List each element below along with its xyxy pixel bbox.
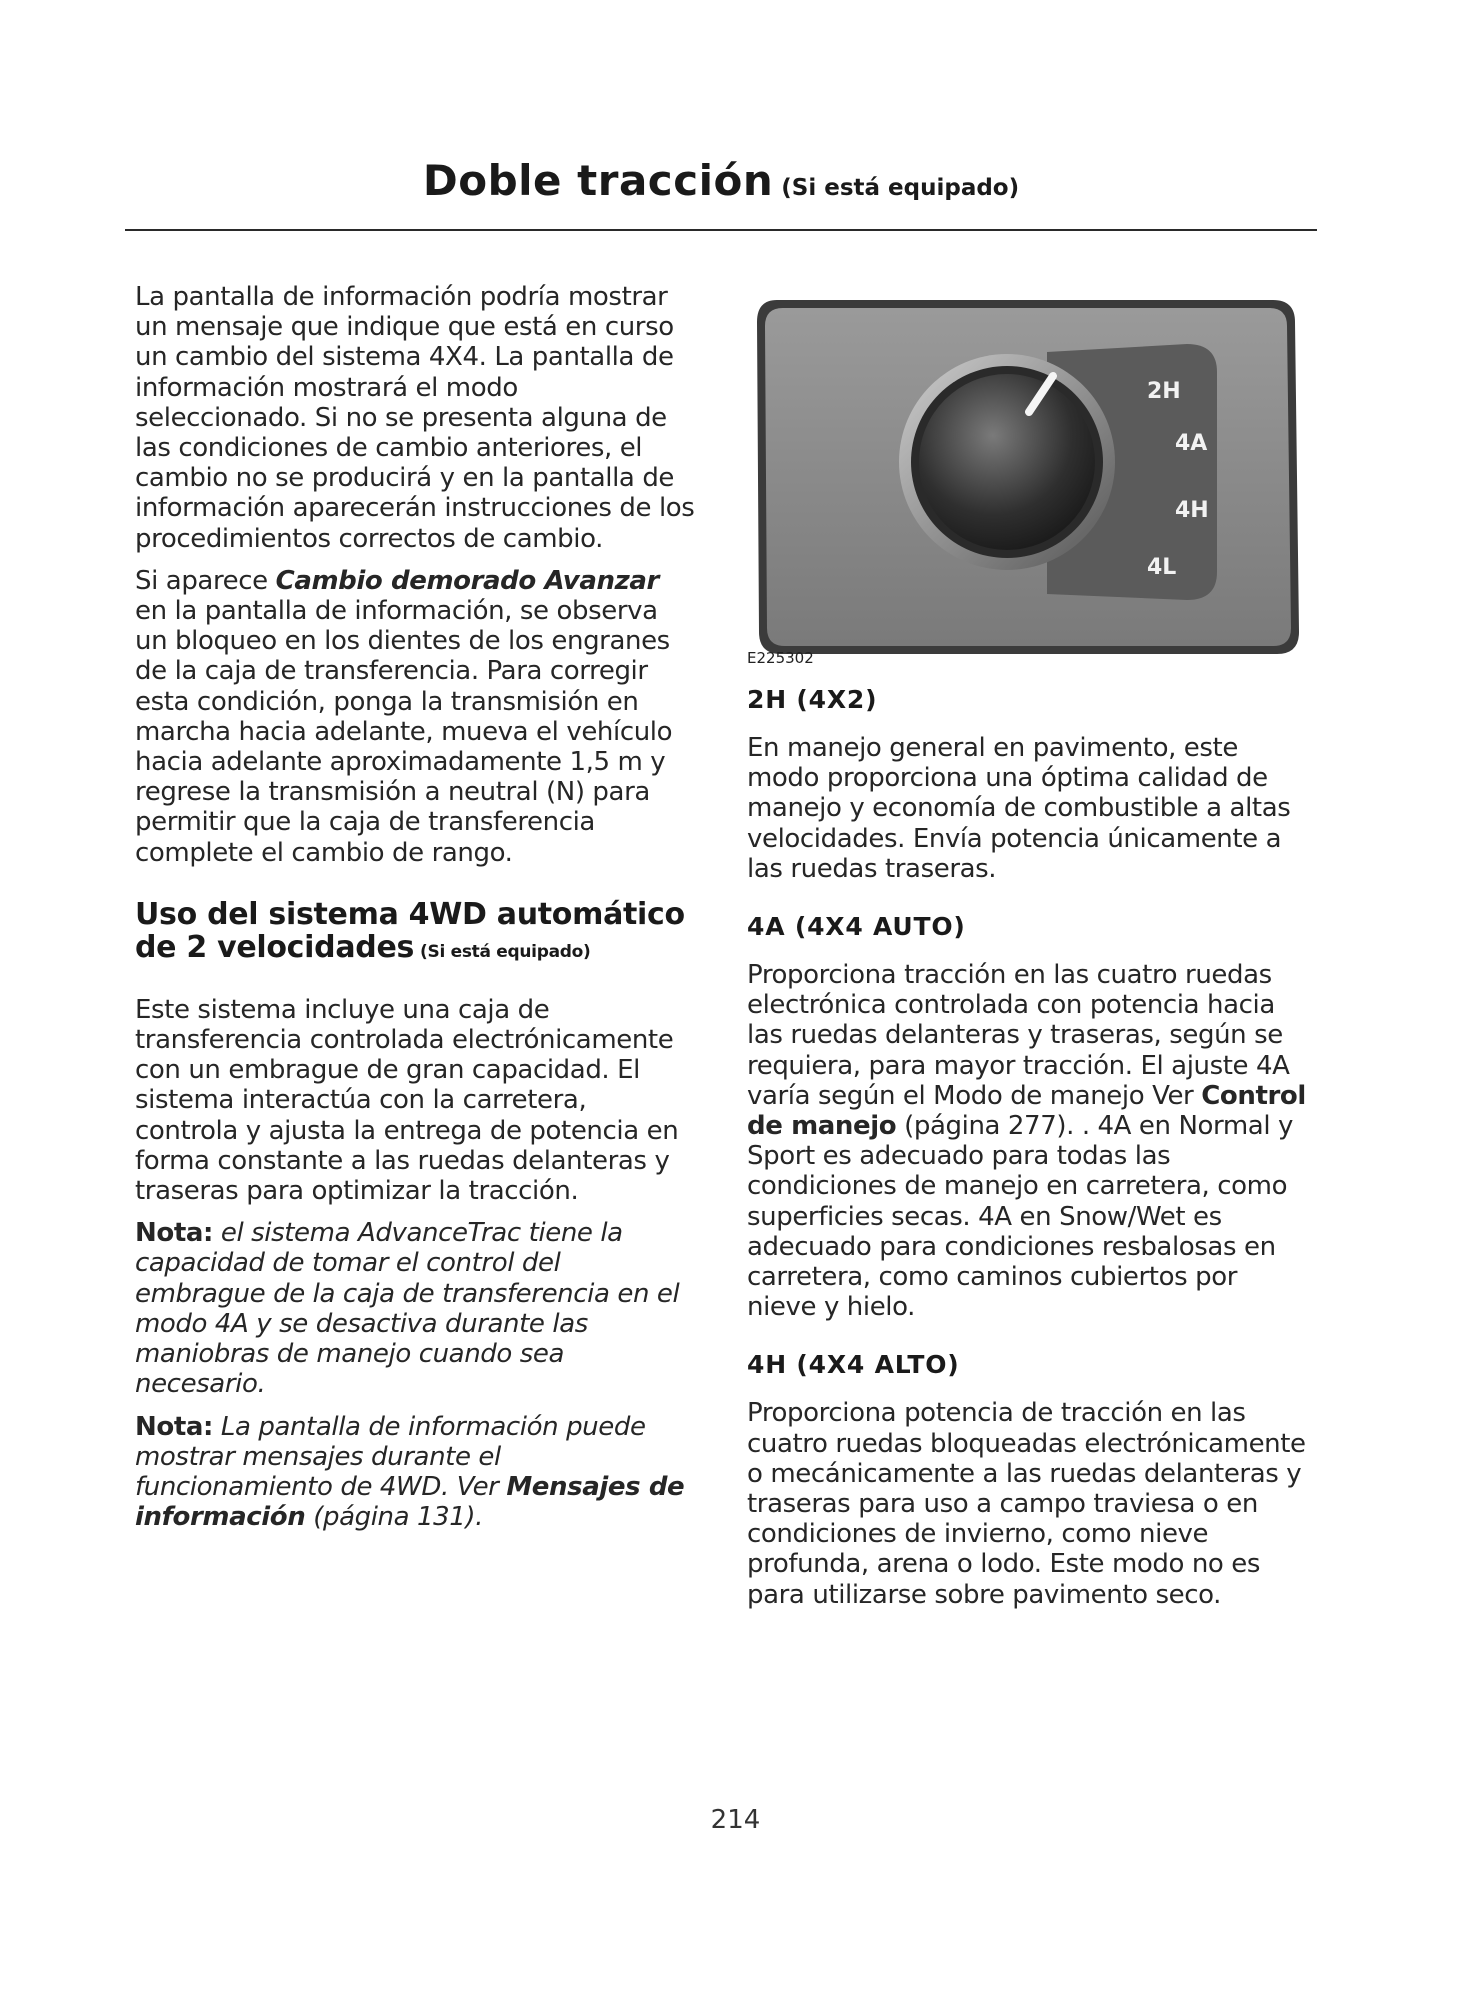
knob <box>919 374 1095 550</box>
paragraph-shift-messages: La pantalla de información podría mostrar un mensaje que indique que está en curso un cambio del sistema 4X4. La pantalla de información mostrará el modo seleccionado. Si no se presenta alguna de las condiciones de cambio anteriores, el cambio no se producirá y en la pantalla de información aparecerán instrucciones de los procedimientos correctos de cambio. <box>135 282 695 554</box>
note-advancetrac <box>135 1218 695 1399</box>
mode-label-4h: 4H <box>1175 498 1209 523</box>
left-column <box>135 282 695 1532</box>
cross-reference-page: (página 131). <box>305 1502 484 1533</box>
figure-code: E225302 <box>747 649 814 667</box>
paragraph-4a-start: Proporciona tracción en las cuatro ruedas electrónica controlada con potencia hacia las ruedas delanteras y traseras, según se requiera, para mayor tracción. El ajuste 4A varía según el Modo de manejo Ver <box>747 960 1290 1111</box>
paragraph-4a-end: (página 277). . 4A en Normal y Sport es adecuado para todas las condiciones de manejo en carretera, como superficies secas. 4A en Snow/Wet es adecuado para condiciones resbalosas en carretera, como caminos cubiertos por nieve y hielo. <box>747 1111 1293 1323</box>
note-label: Nota: <box>135 1411 213 1442</box>
mode-label-2h: 2H <box>1147 379 1181 404</box>
heading-4a: 4A (4X4 AUTO) <box>747 912 966 942</box>
note-info-display <box>135 1412 695 1533</box>
paragraph-4a <box>747 960 1312 1322</box>
paragraph-2h: En manejo general en pavimento, este modo proporciona una óptima calidad de manejo y economía de combustible a altas velocidades. Envía potencia únicamente a las ruedas traseras. <box>747 733 1291 884</box>
note-text: el sistema AdvanceTrac tiene la capacidad de tomar el control del embrague de la caja de transferencia en el modo 4A y se desactiva durante las maniobras de manejo cuando sea necesario. <box>135 1218 680 1400</box>
note-label: Nota: <box>135 1218 213 1249</box>
section-heading-4wd-auto <box>135 898 695 969</box>
cross-reference-link[interactable]: Mensajes de información <box>135 1471 685 1533</box>
4wd-selector-figure <box>747 282 1312 677</box>
4wd-mode-dial-illustration <box>747 282 1312 677</box>
mode-label-4a: 4A <box>1175 431 1208 456</box>
message-delayed-shift: Cambio demorado Avanzar <box>275 565 659 596</box>
heading-4h: 4H (4X4 ALTO) <box>747 1350 960 1380</box>
note-text: La pantalla de información puede mostrar mensajes durante el funcionamiento de 4WD. Ver <box>135 1411 646 1502</box>
page-title-main: Doble tracción <box>422 156 774 205</box>
page-title-suffix: (Si está equipado) <box>781 175 1020 201</box>
mode-label-4l: 4L <box>1147 555 1177 580</box>
section-heading-text: Uso del sistema 4WD automático de 2 velocidades <box>135 896 685 965</box>
section-heading-suffix: (Si está equipado) <box>420 941 591 962</box>
right-column <box>747 282 1312 1610</box>
paragraph-delayed-shift <box>135 566 695 868</box>
paragraph-system-description: Este sistema incluye una caja de transferencia controlada electrónicamente con un embrague de gran capacidad. El sistema interactúa con la carretera, controla y ajusta la entrega de potencia en forma constante a las ruedas delanteras y traseras para optimizar la tracción. <box>135 994 679 1207</box>
heading-2h: 2H (4X2) <box>747 685 878 714</box>
cross-reference-link[interactable]: Control de manejo <box>747 1080 1306 1142</box>
paragraph-delayed-shift-end: en la pantalla de información, se observa un bloqueo en los dientes de los engranes de la caja de transferencia. Para corregir esta condición, ponga la transmisión en marcha hacia adelante, mueva el vehículo hacia adelante aproximadamente 1,5 m y regrese la transmisión a neutral (N) para permitir que la caja de transferencia complete el cambio de rango. <box>135 596 673 868</box>
paragraph-delayed-shift-start: Si aparece <box>135 565 276 596</box>
page-number: 214 <box>710 1805 761 1835</box>
title-divider <box>125 229 1317 231</box>
page-title <box>125 156 1317 205</box>
paragraph-4h: Proporciona potencia de tracción en las cuatro ruedas bloqueadas electrónicamente o mecánicamente a las ruedas delanteras y traseras para uso a campo traviesa o en condiciones de invierno, como nieve profunda, arena o lodo. Este modo no es para utilizarse sobre pavimento seco. <box>747 1398 1306 1610</box>
